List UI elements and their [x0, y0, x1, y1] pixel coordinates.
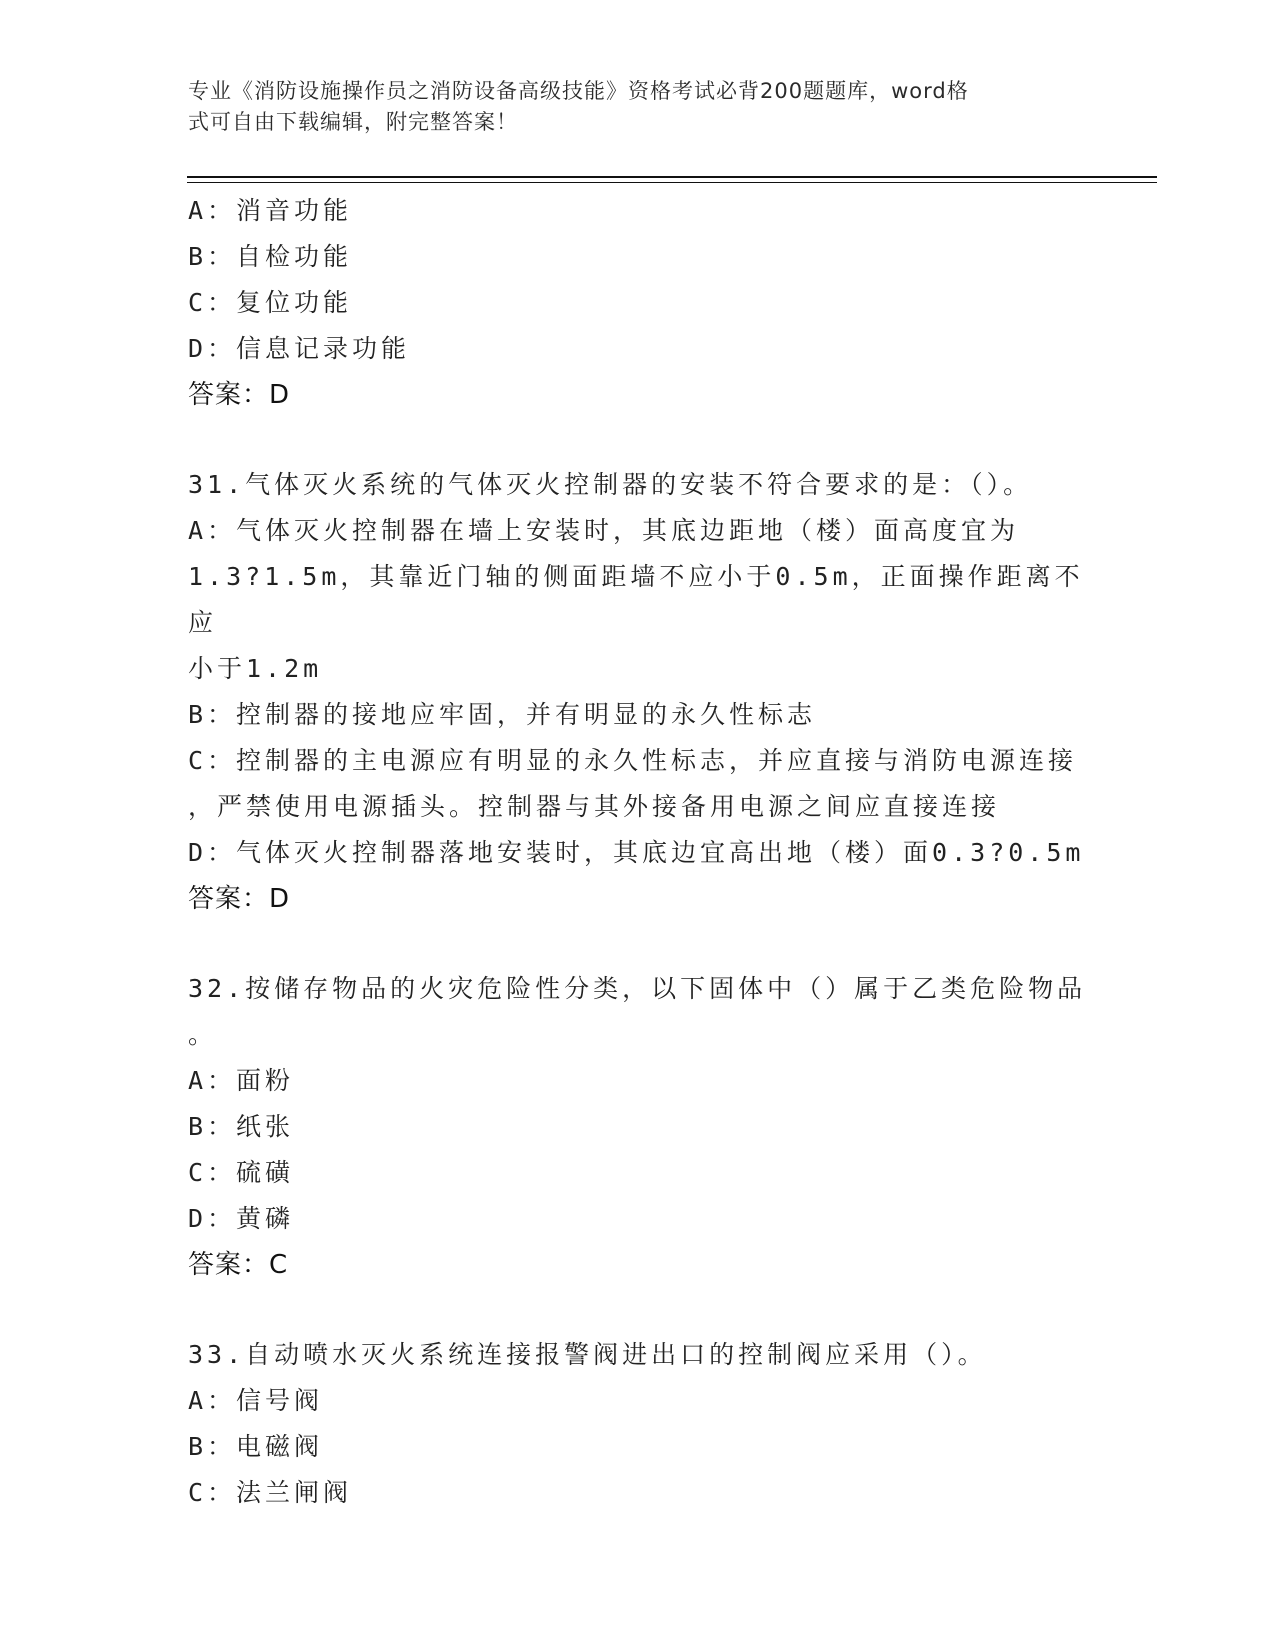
- answer-line: 答案：D: [188, 884, 291, 914]
- option-d: D：黄磷: [188, 1204, 295, 1233]
- option-a-line-1: A：气体灭火控制器在墙上安装时，其底边距地（楼）面高度宜为: [188, 516, 1020, 545]
- question-stem: 31.气体灭火系统的气体灭火控制器的安装不符合要求的是：（）。: [188, 470, 1033, 499]
- spacer: [188, 1288, 1088, 1332]
- option-b: B：控制器的接地应牢固，并有明显的永久性标志: [188, 700, 817, 729]
- option-a: A：面粉: [188, 1066, 295, 1095]
- option-d: D：气体灭火控制器落地安装时，其底边宜高出地（楼）面0.3?0.5m: [188, 838, 1085, 867]
- option-b: B：自检功能: [188, 242, 353, 271]
- question-33: [188, 1332, 1088, 1516]
- option-b: B：电磁阀: [188, 1432, 324, 1461]
- document-header: [188, 76, 1068, 138]
- answer-line: 答案：C: [188, 1250, 289, 1280]
- question-stem-line-2: 。: [188, 1020, 218, 1049]
- spacer: [188, 418, 1088, 462]
- option-b: B：纸张: [188, 1112, 295, 1141]
- question-stem: 33.自动喷水灭火系统连接报警阀进出口的控制阀应采用（）。: [188, 1340, 987, 1369]
- option-d: D：信息记录功能: [188, 334, 411, 363]
- option-c: C：法兰闸阀: [188, 1478, 353, 1507]
- option-a: A：信号阀: [188, 1386, 324, 1415]
- header-divider-thin: [187, 182, 1157, 183]
- option-c: C：硫磺: [188, 1158, 295, 1187]
- question-32: [188, 966, 1088, 1288]
- header-divider-thick: [187, 176, 1157, 178]
- option-c: C：复位功能: [188, 288, 353, 317]
- option-a: A：消音功能: [188, 196, 353, 225]
- option-a-line-2: 1.3?1.5m，其靠近门轴的侧面距墙不应小于0.5m，正面操作距离不应: [188, 562, 1084, 637]
- option-c-line-2: ，严禁使用电源插头。控制器与其外接备用电源之间应直接连接: [188, 792, 1001, 821]
- answer-line: 答案：D: [188, 380, 291, 410]
- question-31: [188, 462, 1088, 922]
- question-list: [188, 188, 1088, 1516]
- question-stem-line-1: 32.按储存物品的火灾危险性分类，以下固体中（）属于乙类危险物品: [188, 974, 1087, 1003]
- header-line-2: 式可自由下载编辑，附完整答案！: [188, 110, 518, 134]
- question-30: [188, 188, 1088, 418]
- spacer: [188, 922, 1088, 966]
- option-c-line-1: C：控制器的主电源应有明显的永久性标志，并应直接与消防电源连接: [188, 746, 1078, 775]
- option-a-line-3: 小于1.2m: [188, 654, 323, 683]
- header-line-1: 专业《消防设施操作员之消防设备高级技能》资格考试必背200题题库，word格: [188, 79, 969, 103]
